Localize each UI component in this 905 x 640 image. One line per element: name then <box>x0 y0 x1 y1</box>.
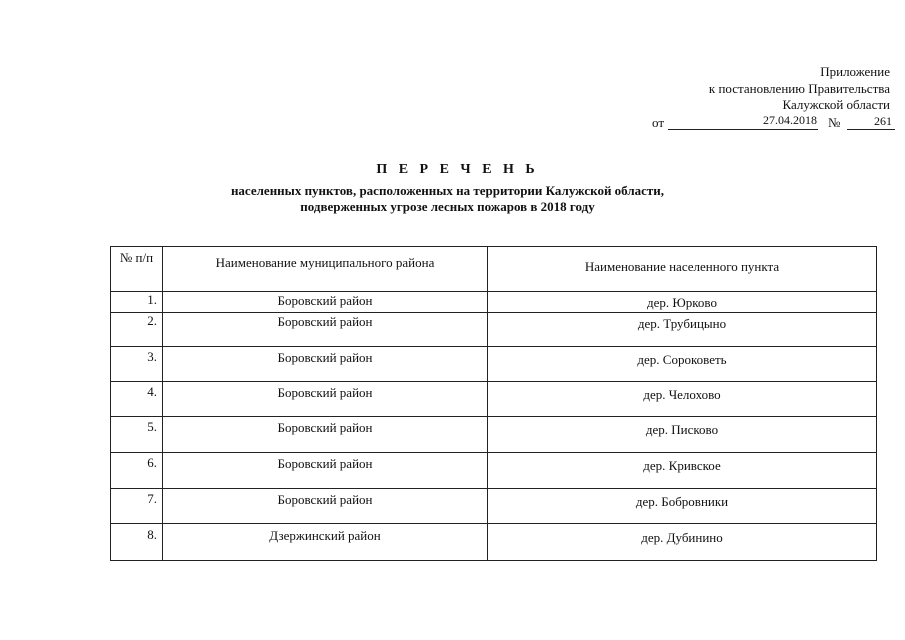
from-label: от <box>652 115 665 130</box>
row-district: Боровский район <box>163 313 488 347</box>
header-num <box>111 247 163 292</box>
row-settlement: дер. Писково <box>488 417 877 453</box>
row-district: Боровский район <box>163 453 488 489</box>
header-settlement: Наименование населенного пункта <box>488 247 877 292</box>
appendix-header <box>709 64 890 114</box>
header-num-text: № п/п <box>119 250 154 265</box>
row-settlement: дер. Сороковеть <box>488 347 877 382</box>
row-num: 8. <box>111 524 163 561</box>
row-district: Дзержинский район <box>163 524 488 561</box>
row-district: Боровский район <box>163 382 488 417</box>
decree-reference: к постановлению Правительства <box>708 80 890 96</box>
table-row <box>111 347 877 382</box>
subtitle-line-2: подверженных угрозе лесных пожаров в 2018 году <box>300 199 595 214</box>
table-row <box>111 524 877 561</box>
row-num: 2. <box>111 313 163 347</box>
row-district: Боровский район <box>163 347 488 382</box>
row-settlement: дер. Бобровники <box>488 489 877 524</box>
row-district: Боровский район <box>163 489 488 524</box>
row-settlement: дер. Челохово <box>488 382 877 417</box>
table-row <box>111 417 877 453</box>
header-district: Наименование муниципального района <box>163 247 488 292</box>
row-district: Боровский район <box>163 292 488 313</box>
appendix-label: Приложение <box>820 64 890 79</box>
region-name: Калужской области <box>782 97 890 112</box>
row-settlement: дер. Дубинино <box>488 524 877 561</box>
row-num: 4. <box>111 382 163 417</box>
settlements-table <box>110 246 877 561</box>
row-num: 7. <box>111 489 163 524</box>
table-row <box>111 489 877 524</box>
decree-date-line <box>652 115 897 131</box>
row-num: 6. <box>111 453 163 489</box>
row-settlement: дер. Кривское <box>488 453 877 489</box>
table-header-row <box>111 247 877 292</box>
document-title: П Е Р Е Ч Е Н Ь <box>376 162 539 177</box>
row-settlement: дер. Юрково <box>488 292 877 313</box>
table-row <box>111 292 877 313</box>
row-settlement: дер. Трубицыно <box>488 313 877 347</box>
number-underline <box>847 129 895 130</box>
row-num: 3. <box>111 347 163 382</box>
row-num: 1. <box>111 292 163 313</box>
table-row <box>111 313 877 347</box>
table-row <box>111 453 877 489</box>
row-num: 5. <box>111 417 163 453</box>
table-row <box>111 382 877 417</box>
decree-number: 261 <box>874 114 892 128</box>
subtitle-line-1: населенных пунктов, расположенных на территории Калужской области, <box>230 183 665 198</box>
row-district: Боровский район <box>163 417 488 453</box>
number-label: № <box>828 115 841 130</box>
decree-date: 27.04.2018 <box>763 113 817 127</box>
date-underline <box>668 129 818 130</box>
document-subtitle <box>0 183 900 215</box>
